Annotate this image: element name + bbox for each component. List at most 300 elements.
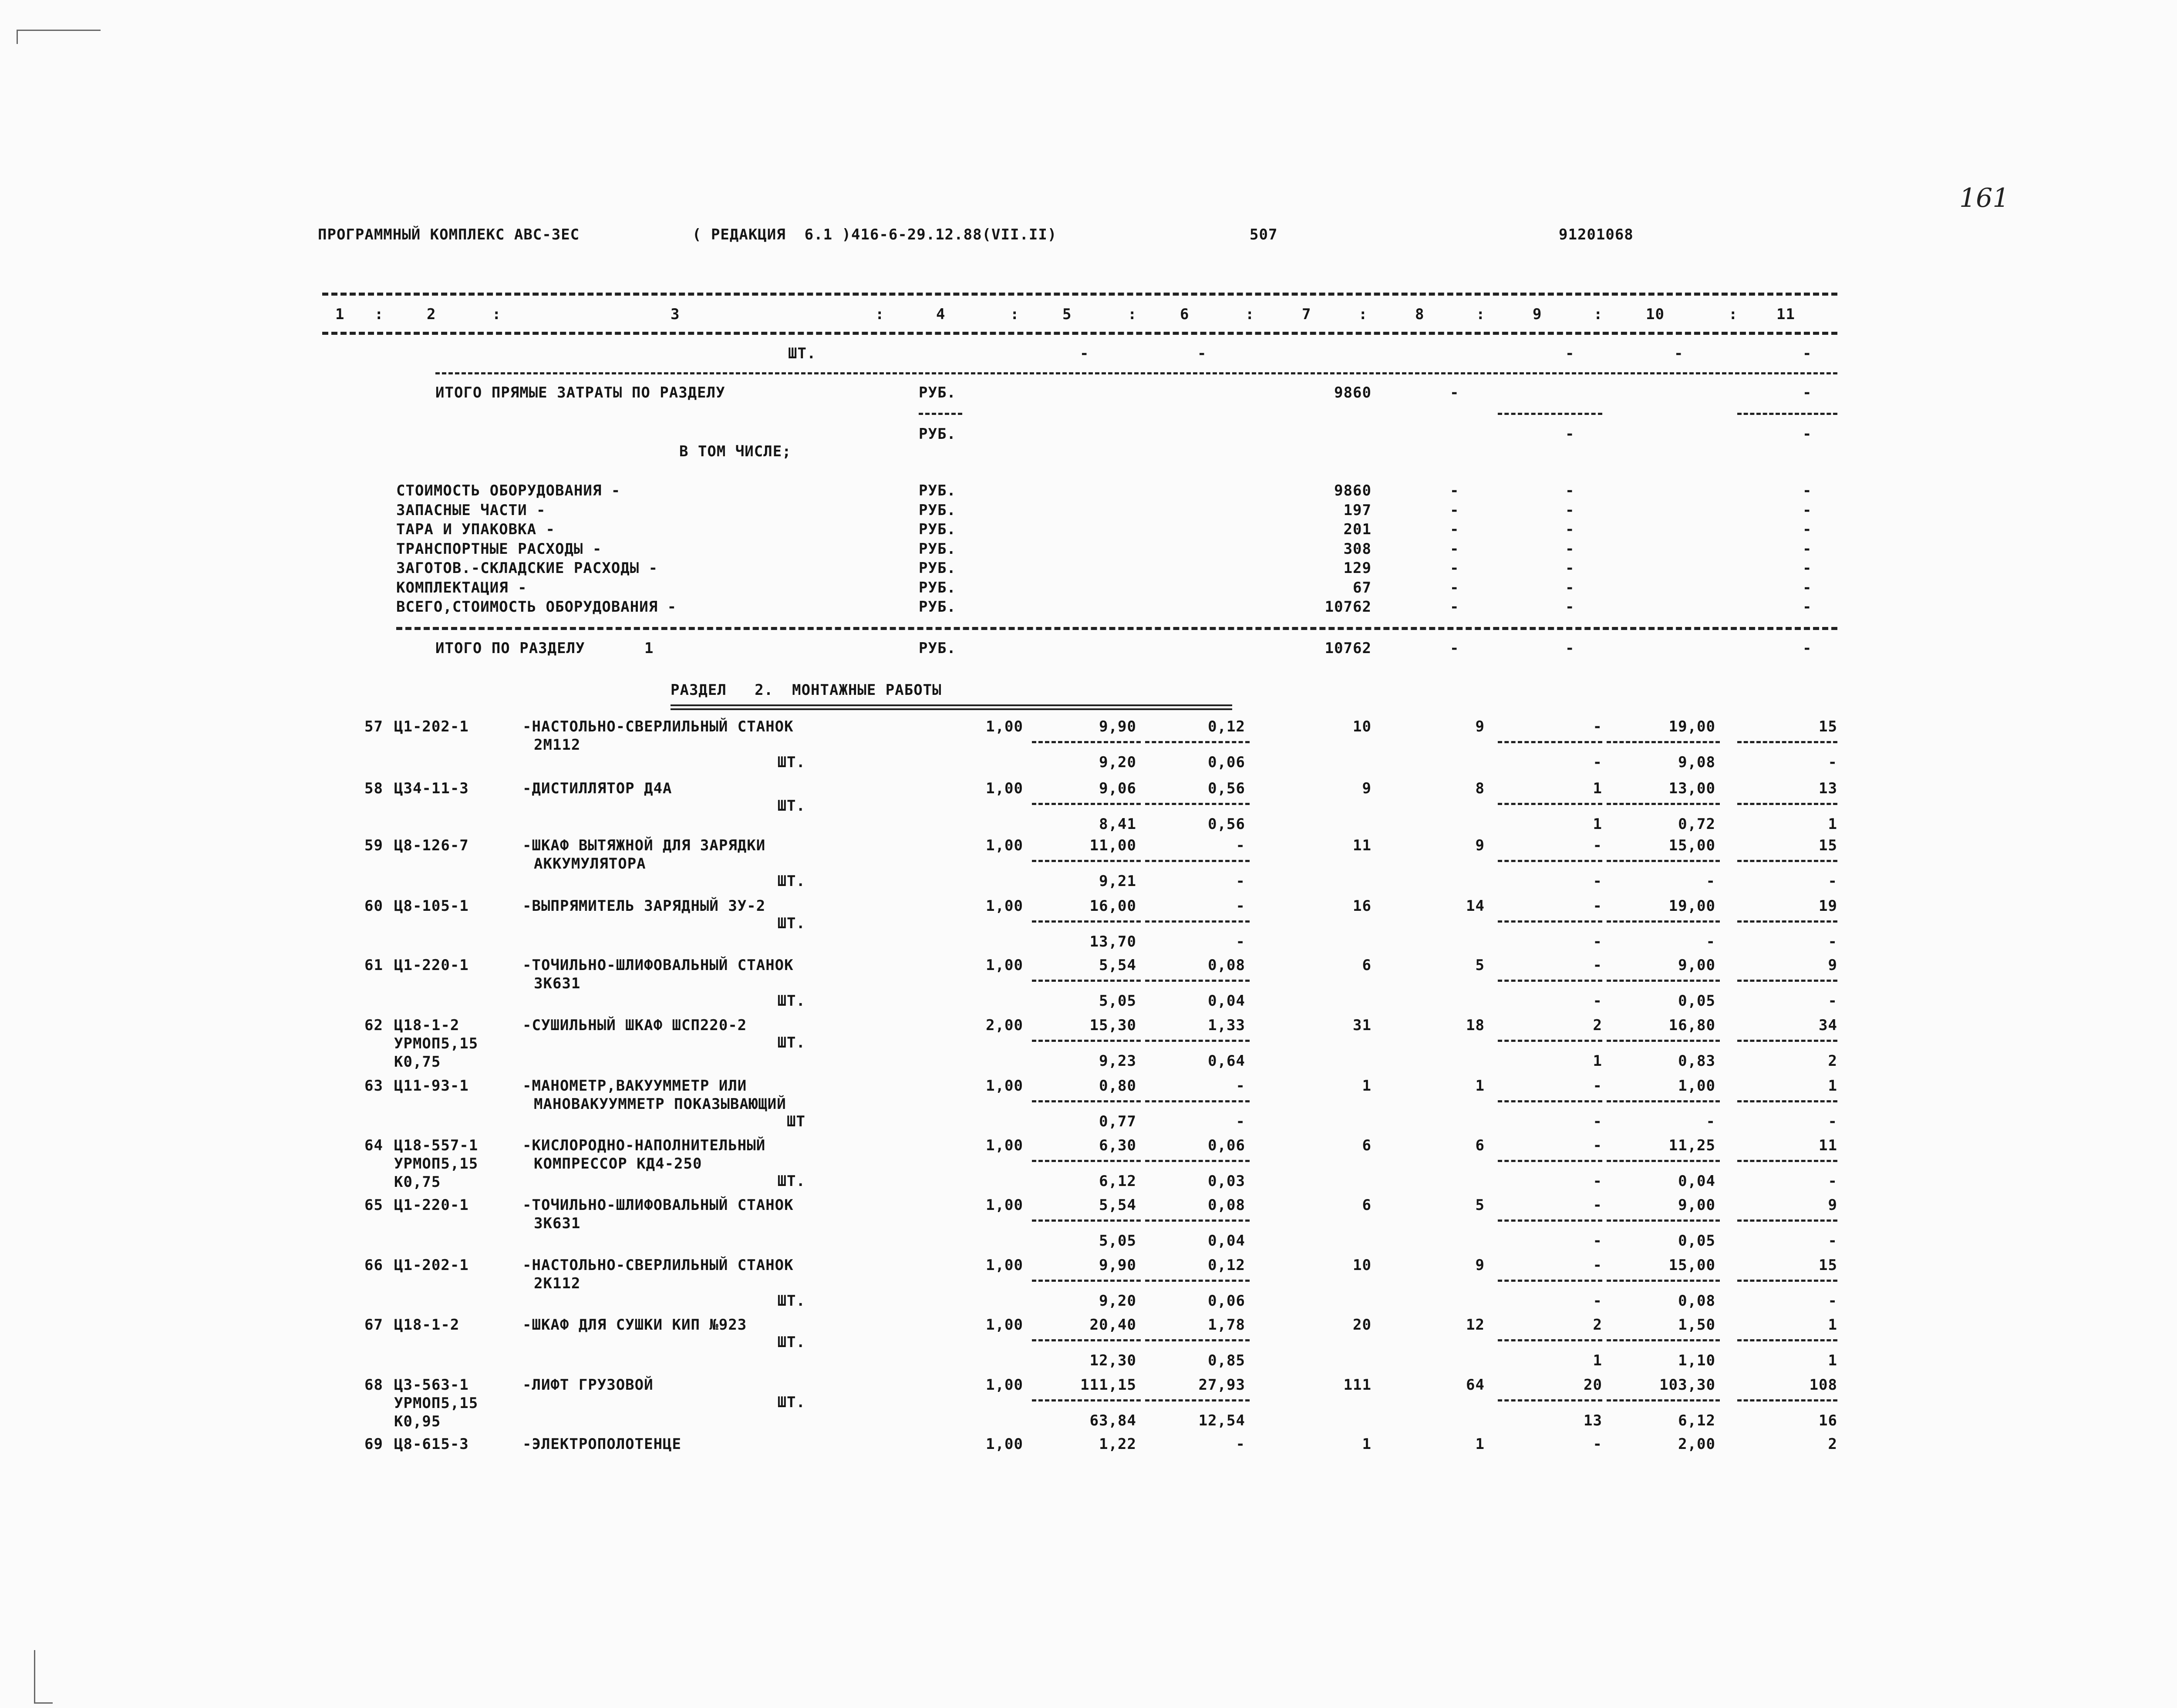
item-sub-rule — [1737, 860, 1837, 862]
item-sub-c11: - — [1828, 1292, 1837, 1310]
item-code: Ц11-93-1 — [394, 1077, 469, 1095]
item-sub-rule — [1032, 1220, 1141, 1222]
item-c6: 1,33 — [1208, 1017, 1245, 1034]
item-sub-rule — [1737, 741, 1837, 743]
item-sub-c10: 6,12 — [1678, 1412, 1715, 1429]
short-rule-c9 — [1498, 413, 1602, 415]
item-sub-c9: - — [1593, 992, 1602, 1010]
breakdown-dash: - — [1450, 501, 1459, 519]
item-sub-rule — [1607, 1100, 1720, 1102]
section-total-dash8: - — [1450, 640, 1459, 657]
item-c9: - — [1593, 837, 1602, 854]
column-number-9: 9 — [1533, 306, 1542, 323]
item-sub-c6: - — [1236, 933, 1245, 950]
item-sub-rule — [1032, 741, 1141, 743]
item-sub-rule — [1032, 980, 1141, 982]
item-sub-c11: 1 — [1828, 1352, 1837, 1369]
item-code-coef: К0,75 — [394, 1053, 441, 1071]
item-sub-rule — [1607, 980, 1720, 982]
item-c7: 11 — [1353, 837, 1372, 854]
item-sub-c5: 8,41 — [1099, 815, 1136, 833]
item-sub-rule — [1145, 1220, 1250, 1222]
item-sub-c6: - — [1236, 873, 1245, 890]
item-c9: - — [1593, 1137, 1602, 1154]
item-c10: 11,25 — [1668, 1137, 1715, 1154]
item-name: -ДИСТИЛЛЯТОР Д4А — [522, 780, 672, 797]
item-sub-rule — [1737, 920, 1837, 923]
direct-costs-unit2: РУБ. — [919, 425, 956, 443]
short-rule-c4 — [919, 413, 962, 415]
item-code: Ц8-126-7 — [394, 837, 469, 854]
item-code-coef: УРМОП5,15 — [394, 1395, 479, 1412]
column-separator: : — [1594, 306, 1603, 323]
item-sub-rule — [1498, 1220, 1602, 1222]
item-sub-rule — [1607, 741, 1720, 743]
breakdown-label: ТРАНСПОРТНЫЕ РАСХОДЫ - — [396, 540, 602, 558]
item-sub-c5: 9,23 — [1099, 1052, 1136, 1070]
column-separator: : — [1358, 306, 1368, 323]
item-sub-c5: 9,20 — [1099, 754, 1136, 771]
breakdown-dash: - — [1803, 482, 1812, 499]
item-sub-c6: 0,03 — [1208, 1172, 1245, 1190]
dash-c9-top: - — [1565, 345, 1575, 362]
item-c6: 27,93 — [1198, 1376, 1245, 1394]
item-qty: 1,00 — [986, 1316, 1023, 1334]
item-unit: ШТ. — [777, 754, 805, 771]
item-sub-c11: - — [1828, 992, 1837, 1010]
item-sub-c11: 16 — [1819, 1412, 1837, 1429]
item-c8: 18 — [1466, 1017, 1485, 1034]
item-code: Ц1-202-1 — [394, 1257, 469, 1274]
item-code: Ц1-220-1 — [394, 1196, 469, 1214]
dash-c6-top: - — [1197, 345, 1207, 362]
item-c5: 9,90 — [1099, 1257, 1136, 1274]
item-sub-c9: - — [1593, 1113, 1602, 1130]
item-sub-rule — [1737, 980, 1837, 982]
item-qty: 1,00 — [986, 837, 1023, 854]
scan-corner-bottom-left — [34, 1650, 53, 1704]
item-sub-rule — [1145, 1399, 1250, 1401]
item-sub-c5: 63,84 — [1089, 1412, 1136, 1429]
section-total-rule — [396, 627, 1837, 630]
item-sub-c9: - — [1593, 933, 1602, 950]
item-c6: - — [1236, 1435, 1245, 1453]
item-code: Ц8-105-1 — [394, 897, 469, 915]
item-c9: 20 — [1584, 1376, 1602, 1394]
item-sub-rule — [1737, 1399, 1837, 1401]
item-unit: ШТ. — [777, 992, 805, 1010]
item-sub-c11: - — [1828, 873, 1837, 890]
item-sub-c10: 1,10 — [1678, 1352, 1715, 1369]
item-sub-rule — [1145, 1040, 1250, 1042]
breakdown-unit: РУБ. — [919, 598, 956, 616]
item-c5: 0,80 — [1099, 1077, 1136, 1095]
item-sub-rule — [1737, 1339, 1837, 1341]
item-number: 57 — [364, 718, 383, 735]
item-c7: 16 — [1353, 897, 1372, 915]
item-c8: 9 — [1475, 718, 1485, 735]
item-code: Ц1-202-1 — [394, 718, 469, 735]
item-c6: - — [1236, 837, 1245, 854]
unit-sht-top: ШТ. — [788, 345, 816, 362]
item-qty: 1,00 — [986, 1137, 1023, 1154]
section-total-dash11: - — [1803, 640, 1812, 657]
item-c10: 19,00 — [1668, 718, 1715, 735]
item-c7: 111 — [1343, 1376, 1372, 1394]
item-sub-rule — [1145, 920, 1250, 923]
item-c10: 13,00 — [1668, 780, 1715, 797]
item-sub-rule — [1607, 860, 1720, 862]
column-number-1: 1 — [335, 306, 345, 323]
item-c9: - — [1593, 957, 1602, 974]
breakdown-label: ТАРА И УПАКОВКА - — [396, 521, 555, 538]
item-c11: 1 — [1828, 1316, 1837, 1334]
item-code-coef: К0,75 — [394, 1173, 441, 1191]
breakdown-dash: - — [1565, 482, 1575, 499]
item-name: -СУШИЛЬНЫЙ ШКАФ ШСП220-2 — [522, 1017, 747, 1034]
item-code: Ц34-11-3 — [394, 780, 469, 797]
column-separator: : — [1476, 306, 1486, 323]
item-name: -ВЫПРЯМИТЕЛЬ ЗАРЯДНЫЙ ЗУ-2 — [522, 897, 766, 915]
breakdown-dash: - — [1450, 579, 1459, 596]
item-sub-c9: - — [1593, 1172, 1602, 1190]
item-unit: ШТ. — [777, 915, 805, 932]
column-number-5: 5 — [1062, 306, 1072, 323]
item-c6: 0,12 — [1208, 1257, 1245, 1274]
breakdown-value: 129 — [1343, 559, 1372, 577]
item-qty: 1,00 — [986, 1376, 1023, 1394]
item-c8: 1 — [1475, 1077, 1485, 1095]
item-c7: 10 — [1353, 718, 1372, 735]
item-sub-c9: - — [1593, 754, 1602, 771]
breakdown-dash: - — [1450, 482, 1459, 499]
item-sub-rule — [1607, 1220, 1720, 1222]
item-c5: 6,30 — [1099, 1137, 1136, 1154]
item-name: -ЛИФТ ГРУЗОВОЙ — [522, 1376, 654, 1394]
breakdown-value: 67 — [1353, 579, 1372, 596]
item-c9: - — [1593, 1196, 1602, 1214]
item-sub-c11: - — [1828, 1232, 1837, 1250]
item-code-coef: К0,95 — [394, 1413, 441, 1430]
dash-c5-top: - — [1080, 345, 1089, 362]
item-c10: 15,00 — [1668, 1257, 1715, 1274]
item-name: -НАСТОЛЬНО-СВЕРЛИЛЬНЫЙ СТАНОК — [522, 1257, 794, 1274]
item-number: 59 — [364, 837, 383, 854]
breakdown-dash: - — [1803, 598, 1812, 616]
direct-costs-dash11: - — [1803, 384, 1812, 401]
column-separator: : — [492, 306, 502, 323]
item-c6: 0,56 — [1208, 780, 1245, 797]
column-separator: : — [1010, 306, 1020, 323]
item-sub-rule — [1607, 1160, 1720, 1162]
direct-costs-rule — [435, 372, 1837, 374]
item-sub-rule — [1498, 1280, 1602, 1282]
item-qty: 1,00 — [986, 1196, 1023, 1214]
item-code: Ц3-563-1 — [394, 1376, 469, 1394]
item-unit: ШТ. — [777, 797, 805, 815]
item-code: Ц18-1-2 — [394, 1017, 460, 1034]
item-qty: 1,00 — [986, 957, 1023, 974]
item-sub-c10: 0,05 — [1678, 992, 1715, 1010]
breakdown-unit: РУБ. — [919, 579, 956, 596]
item-code-coef: УРМОП5,15 — [394, 1035, 479, 1052]
item-name: -ШКАФ ДЛЯ СУШКИ КИП №923 — [522, 1316, 747, 1334]
breakdown-label: КОМПЛЕКТАЦИЯ - — [396, 579, 527, 596]
item-sub-rule — [1498, 741, 1602, 743]
item-c7: 31 — [1353, 1017, 1372, 1034]
item-c7: 20 — [1353, 1316, 1372, 1334]
direct-costs-value: 9860 — [1334, 384, 1372, 401]
item-c5: 20,40 — [1089, 1316, 1136, 1334]
item-c11: 15 — [1819, 1257, 1837, 1274]
item-c11: 15 — [1819, 837, 1837, 854]
item-number: 61 — [364, 957, 383, 974]
item-name: КОМПРЕССОР КД4-250 — [534, 1155, 702, 1172]
breakdown-unit: РУБ. — [919, 540, 956, 558]
item-c5: 9,06 — [1099, 780, 1136, 797]
item-sub-c11: - — [1828, 1172, 1837, 1190]
item-name: 3К631 — [534, 975, 581, 992]
item-name: АККУМУЛЯТОРА — [534, 855, 646, 873]
item-c8: 12 — [1466, 1316, 1485, 1334]
item-number: 66 — [364, 1257, 383, 1274]
item-sub-c9: 1 — [1593, 815, 1602, 833]
breakdown-unit: РУБ. — [919, 559, 956, 577]
item-sub-c6: 0,04 — [1208, 1232, 1245, 1250]
breakdown-label: ВСЕГО,СТОИМОСТЬ ОБОРУДОВАНИЯ - — [396, 598, 677, 616]
item-sub-rule — [1607, 1040, 1720, 1042]
item-qty: 1,00 — [986, 1077, 1023, 1095]
column-number-8: 8 — [1415, 306, 1425, 323]
breakdown-unit: РУБ. — [919, 482, 956, 499]
item-name: 2К112 — [534, 1275, 581, 1292]
item-c10: 103,30 — [1659, 1376, 1715, 1394]
item-sub-c11: 2 — [1828, 1052, 1837, 1070]
item-sub-rule — [1032, 803, 1141, 805]
item-c7: 1 — [1362, 1077, 1372, 1095]
column-number-6: 6 — [1180, 306, 1190, 323]
item-c5: 11,00 — [1089, 837, 1136, 854]
item-sub-rule — [1607, 920, 1720, 923]
item-c5: 9,90 — [1099, 718, 1136, 735]
breakdown-dash: - — [1803, 579, 1812, 596]
item-sub-rule — [1498, 1160, 1602, 1162]
item-c10: 2,00 — [1678, 1435, 1715, 1453]
item-sub-rule — [1032, 1160, 1141, 1162]
item-sub-c10: 0,05 — [1678, 1232, 1715, 1250]
item-sub-rule — [1032, 860, 1141, 862]
direct-costs-dash11b: - — [1803, 425, 1812, 443]
item-number: 62 — [364, 1017, 383, 1034]
item-sub-rule — [1145, 1100, 1250, 1102]
item-sub-c5: 5,05 — [1099, 992, 1136, 1010]
item-number: 60 — [364, 897, 383, 915]
item-name: -ЭЛЕКТРОПОЛОТЕНЦЕ — [522, 1435, 681, 1453]
item-sub-c6: 0,56 — [1208, 815, 1245, 833]
item-sub-c6: 0,64 — [1208, 1052, 1245, 1070]
item-sub-c9: 1 — [1593, 1352, 1602, 1369]
item-c6: 0,06 — [1208, 1137, 1245, 1154]
item-unit: ШТ. — [777, 1394, 805, 1411]
item-sub-rule — [1145, 980, 1250, 982]
item-c10: 15,00 — [1668, 837, 1715, 854]
breakdown-unit: РУБ. — [919, 521, 956, 538]
column-separator: : — [1245, 306, 1255, 323]
item-sub-c11: - — [1828, 1113, 1837, 1130]
direct-costs-label: ИТОГО ПРЯМЫЕ ЗАТРАТЫ ПО РАЗДЕЛУ — [435, 384, 725, 401]
item-qty: 1,00 — [986, 897, 1023, 915]
item-c10: 1,00 — [1678, 1077, 1715, 1095]
item-sub-rule — [1737, 1160, 1837, 1162]
item-sub-rule — [1032, 1339, 1141, 1341]
item-sub-rule — [1737, 1040, 1837, 1042]
item-sub-c5: 0,77 — [1099, 1113, 1136, 1130]
item-sub-rule — [1145, 1160, 1250, 1162]
item-number: 69 — [364, 1435, 383, 1453]
item-sub-c5: 5,05 — [1099, 1232, 1136, 1250]
item-sub-c10: 0,72 — [1678, 815, 1715, 833]
item-c9: - — [1593, 1435, 1602, 1453]
item-c11: 9 — [1828, 957, 1837, 974]
item-c5: 16,00 — [1089, 897, 1136, 915]
column-separator: : — [1729, 306, 1738, 323]
item-c8: 5 — [1475, 957, 1485, 974]
breakdown-dash: - — [1803, 521, 1812, 538]
item-c9: 2 — [1593, 1017, 1602, 1034]
item-name: -КИСЛОРОДНО-НАПОЛНИТЕЛЬНЫЙ — [522, 1137, 766, 1154]
item-sub-c10: 0,83 — [1678, 1052, 1715, 1070]
item-sub-rule — [1737, 1220, 1837, 1222]
breakdown-label: ЗАГОТОВ.-СКЛАДСКИЕ РАСХОДЫ - — [396, 559, 658, 577]
item-c11: 9 — [1828, 1196, 1837, 1214]
column-separator: : — [1128, 306, 1137, 323]
breakdown-dash: - — [1565, 521, 1575, 538]
item-c10: 9,00 — [1678, 1196, 1715, 1214]
item-sub-c6: 0,06 — [1208, 754, 1245, 771]
item-sub-rule — [1145, 1280, 1250, 1282]
column-number-2: 2 — [427, 306, 436, 323]
item-sub-rule — [1498, 1100, 1602, 1102]
item-c10: 9,00 — [1678, 957, 1715, 974]
breakdown-dash: - — [1803, 540, 1812, 558]
item-sub-c11: - — [1828, 933, 1837, 950]
column-number-10: 10 — [1646, 306, 1665, 323]
item-c11: 19 — [1819, 897, 1837, 915]
item-c7: 1 — [1362, 1435, 1372, 1453]
item-code-coef: УРМОП5,15 — [394, 1155, 479, 1172]
item-c11: 2 — [1828, 1435, 1837, 1453]
item-c6: 0,12 — [1208, 718, 1245, 735]
item-c5: 1,22 — [1099, 1435, 1136, 1453]
item-c9: - — [1593, 1257, 1602, 1274]
item-code: Ц8-615-3 — [394, 1435, 469, 1453]
item-name: -ШКАФ ВЫТЯЖНОЙ ДЛЯ ЗАРЯДКИ — [522, 837, 766, 854]
item-name: -НАСТОЛЬНО-СВЕРЛИЛЬНЫЙ СТАНОК — [522, 718, 794, 735]
item-name: МАНОВАКУУММЕТР ПОКАЗЫВАЮЩИЙ — [534, 1095, 786, 1113]
item-sub-rule — [1737, 1100, 1837, 1102]
item-sub-c9: 1 — [1593, 1052, 1602, 1070]
table-head-rule — [322, 332, 1837, 335]
item-sub-rule — [1498, 1399, 1602, 1401]
item-sub-c6: 12,54 — [1198, 1412, 1245, 1429]
breakdown-dash: - — [1565, 501, 1575, 519]
including-label: В ТОМ ЧИСЛЕ; — [679, 443, 792, 460]
header-program: ПРОГРАММНЫЙ КОМПЛЕКС АВС-ЗЕС — [318, 226, 580, 243]
breakdown-dash: - — [1803, 559, 1812, 577]
item-c9: - — [1593, 897, 1602, 915]
item-sub-rule — [1032, 1100, 1141, 1102]
item-sub-rule — [1498, 1339, 1602, 1341]
item-c10: 1,50 — [1678, 1316, 1715, 1334]
item-sub-c10: - — [1706, 933, 1715, 950]
column-separator: : — [875, 306, 885, 323]
item-unit: ШТ. — [777, 873, 805, 890]
item-sub-rule — [1145, 803, 1250, 805]
item-sub-rule — [1498, 980, 1602, 982]
item-sub-c5: 6,12 — [1099, 1172, 1136, 1190]
item-sub-rule — [1145, 741, 1250, 743]
item-sub-c6: 0,04 — [1208, 992, 1245, 1010]
item-name: -ТОЧИЛЬНО-ШЛИФОВАЛЬНЫЙ СТАНОК — [522, 1196, 794, 1214]
item-sub-c9: - — [1593, 1292, 1602, 1310]
column-number-3: 3 — [671, 306, 680, 323]
column-number-11: 11 — [1776, 306, 1795, 323]
section-total-value: 10762 — [1324, 640, 1372, 657]
item-sub-rule — [1032, 1280, 1141, 1282]
item-qty: 1,00 — [986, 1257, 1023, 1274]
item-c6: 0,08 — [1208, 1196, 1245, 1214]
item-unit: ШТ. — [777, 1334, 805, 1351]
direct-costs-unit: РУБ. — [919, 384, 956, 401]
item-c10: 19,00 — [1668, 897, 1715, 915]
item-name: -ТОЧИЛЬНО-ШЛИФОВАЛЬНЫЙ СТАНОК — [522, 957, 794, 974]
item-c11: 15 — [1819, 718, 1837, 735]
item-sub-rule — [1032, 1399, 1141, 1401]
section-total-dash9: - — [1565, 640, 1575, 657]
header-code: 91201068 — [1559, 226, 1634, 243]
item-sub-rule — [1032, 920, 1141, 923]
breakdown-unit: РУБ. — [919, 501, 956, 519]
item-unit: ШТ. — [777, 1292, 805, 1310]
item-sub-c6: 0,06 — [1208, 1292, 1245, 1310]
item-unit: ШТ — [787, 1113, 805, 1130]
breakdown-dash: - — [1565, 559, 1575, 577]
item-sub-c9: 13 — [1584, 1412, 1602, 1429]
item-c11: 11 — [1819, 1137, 1837, 1154]
breakdown-label: СТОИМОСТЬ ОБОРУДОВАНИЯ - — [396, 482, 621, 499]
breakdown-dash: - — [1565, 598, 1575, 616]
item-c5: 111,15 — [1080, 1376, 1136, 1394]
item-sub-c5: 9,20 — [1099, 1292, 1136, 1310]
item-sub-rule — [1145, 1339, 1250, 1341]
short-rule-c11 — [1737, 413, 1837, 415]
item-c6: - — [1236, 1077, 1245, 1095]
item-number: 67 — [364, 1316, 383, 1334]
item-number: 58 — [364, 780, 383, 797]
item-sub-rule — [1737, 1280, 1837, 1282]
item-name: 2М112 — [534, 736, 581, 754]
item-sub-c9: - — [1593, 873, 1602, 890]
item-sub-rule — [1145, 860, 1250, 862]
item-c5: 5,54 — [1099, 1196, 1136, 1214]
column-separator: : — [374, 306, 384, 323]
item-name: -МАНОМЕТР,ВАКУУММЕТР ИЛИ — [522, 1077, 747, 1095]
item-code: Ц18-557-1 — [394, 1137, 479, 1154]
item-sub-rule — [1498, 803, 1602, 805]
item-sub-rule — [1607, 1399, 1720, 1401]
section-total-unit: РУБ. — [919, 640, 956, 657]
item-c6: 1,78 — [1208, 1316, 1245, 1334]
